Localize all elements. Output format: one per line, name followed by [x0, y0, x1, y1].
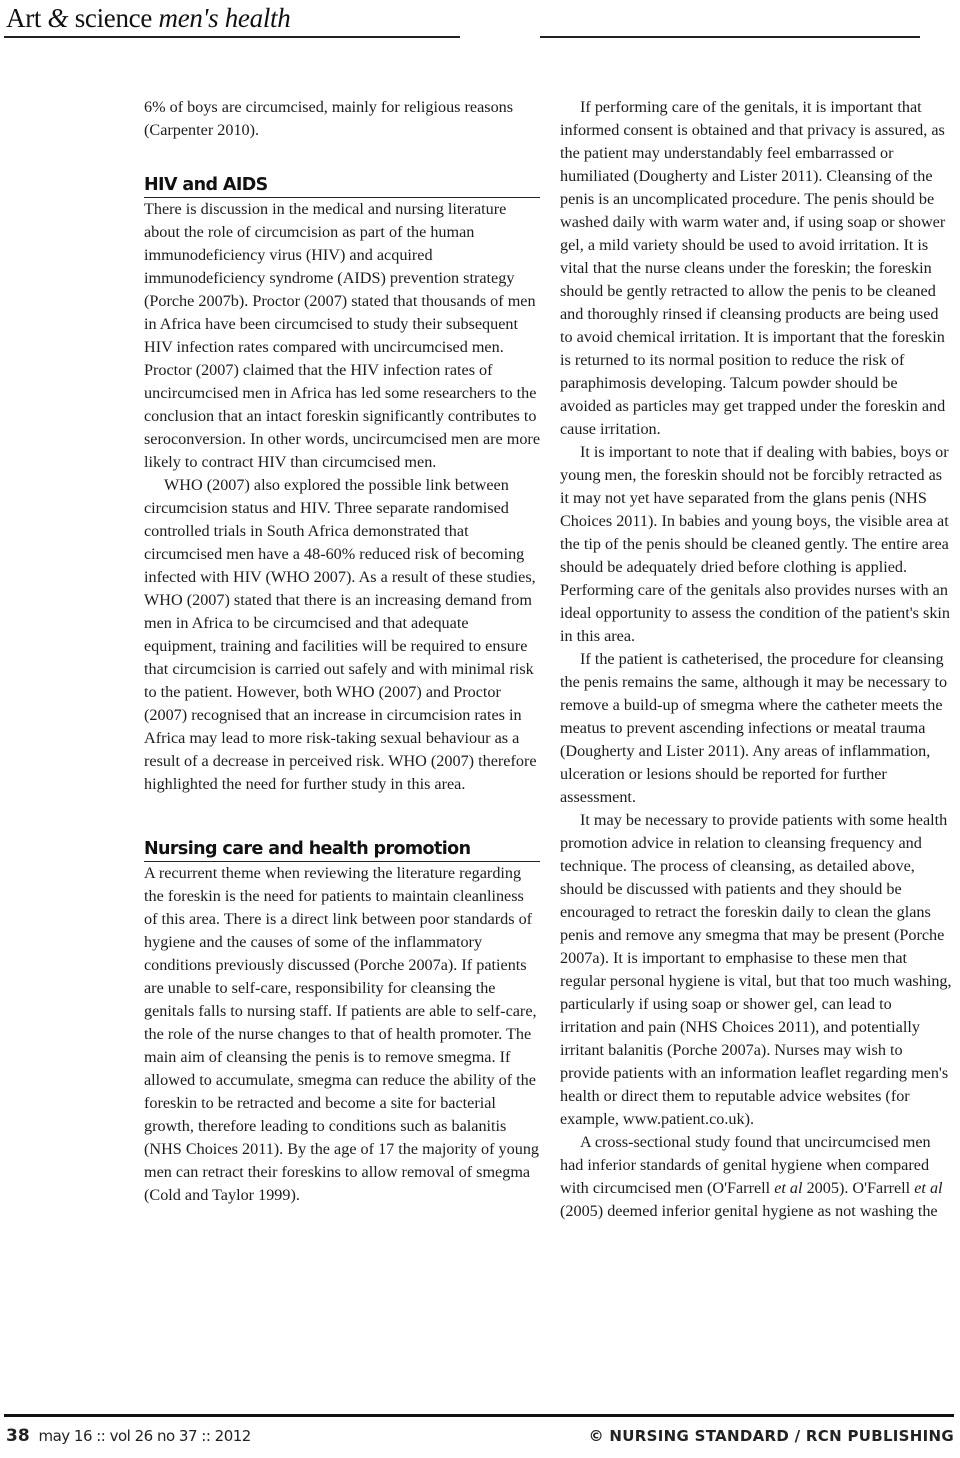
masthead-ampersand: & [47, 3, 69, 33]
section-heading-hiv-aids: HIV and AIDS [144, 174, 540, 198]
body-paragraph: A recurrent theme when reviewing the literature regarding the foreskin is the need for patients to maintain cleanliness of this area. There is a direct link between poor standards of hygiene and the causes of some of the inflammatory conditions previously discussed (Porche 2007a). If patients are unable to self-care, responsibility for cleansing the genitals falls to nursing staff. If patients are able to self-care, the role of the nurse changes to that of health promoter. The main aim of cleansing the penis is to remove smegma. If allowed to accumulate, smegma can reduce the ability of the foreskin to be retracted and become a site for bacterial growth, therefore leading to conditions such as balanitis (NHS Choices 2011). By the age of 17 the majority of young men can retract their foreskins to allow removal of smegma (Cold and Taylor 1999). [144, 864, 540, 1204]
body-paragraph: It is important to note that if dealing with babies, boys or young men, the foreskin should not be forcibly retracted as it may not yet have separated from the glans penis (NHS Choices 2011). In babies and young boys, the visible area at the tip of the penis should be cleaned gently. The entire area should be adequately dried before clothing is applied. Performing care of the genitals also provides nurses with an ideal opportunity to assess the condition of the patient's skin in this area. [560, 443, 951, 645]
et-al-italic: et al [914, 1179, 943, 1197]
text-span: A cross-sectional study found that uncircumcised men had inferior standards of genital hygiene when compared with circumcised men (O'Farrell [560, 1133, 931, 1197]
intro-paragraph: 6% of boys are circumcised, mainly for religious reasons (Carpenter 2010). [144, 98, 514, 139]
body-paragraph: WHO (2007) also explored the possible link between circumcision status and HIV. Three separate randomised controlled trials in South Africa demonstrated that circumcised men have a 48-60% reduced risk of becoming infected with HIV (WHO 2007). As a result of these studies, WHO (2007) stated that there is an increasing demand from men in Africa to be circumcised and that adequate equipment, training and facilities will be required to ensure that circumcision is carried out safely and with minimal risk to the patient. However, both WHO (2007) and Proctor (2007) recognised that an increase in circumcision rates in Africa may lead to more risk-taking sexual behaviour as a result of a decrease in perceived risk. WHO (2007) therefore highlighted the need for further study in this area. [144, 476, 537, 793]
text-span: (2005) deemed inferior genital hygiene as not washing the [560, 1202, 938, 1220]
page-number: 38 [6, 1426, 30, 1446]
body-paragraph: If the patient is catheterised, the procedure for cleansing the penis remains the same, although it may be necessary to remove a build-up of smegma where the catheter meets the meatus to prevent ascending infections or meatal trauma (Dougherty and Lister 2011). Any areas of inflammation, ulceration or lesions should be reported for further assessment. [560, 650, 948, 806]
body-paragraph: There is discussion in the medical and nursing literature about the role of circumcision as part of the human immunodeficiency virus (HIV) and acquired immunodeficiency syndrome (AIDS) prevention strategy (Porche 2007b). Proctor (2007) stated that thousands of men in Africa have been circumcised to study their subsequent HIV infection rates compared with uncircumcised men. Proctor (2007) claimed that the HIV infection rates of uncircumcised men in Africa has led some researchers to the conclusion that an intact foreskin significantly contributes to seroconversion. In other words, uncircumcised men are more likely to contract HIV than circumcised men. [144, 200, 541, 471]
text-span: 2005). O'Farrell [802, 1179, 915, 1197]
masthead-prefix: Art [6, 3, 42, 33]
publisher-credit: © NURSING STANDARD / RCN PUBLISHING [588, 1427, 954, 1445]
masthead [6, 2, 290, 34]
page-footer [6, 1422, 954, 1450]
right-column [560, 96, 952, 1223]
header-rule-left [4, 36, 460, 38]
footer-rule [4, 1414, 954, 1417]
masthead-middle: science [74, 3, 153, 33]
section-heading-nursing-care: Nursing care and health promotion [144, 838, 540, 862]
body-paragraph-last [560, 1131, 952, 1223]
header-rule-right [540, 36, 920, 38]
issue-info: may 16 :: vol 26 no 37 :: 2012 [38, 1427, 251, 1445]
body-paragraph: It may be necessary to provide patients with some health promotion advice in relation to cleansing frequency and technique. The process of cleansing, as detailed above, should be discussed with patients and they should be encouraged to retract the foreskin daily to clean the glans penis and remove any smegma that may be present (Porche 2007a). It is important to emphasise to these men that regular personal hygiene is vital, but that too much washing, particularly if using soap or shower gel, can lead to irritation and pain (NHS Choices 2011), and potentially irritant balanitis (Porche 2007a). Nurses may wish to provide patients with an information leaflet regarding men's health or direct them to reputable advice websites (for example, www.patient.co.uk). [560, 811, 952, 1128]
body-paragraph: If performing care of the genitals, it is important that informed consent is obtained and that privacy is assured, as the patient may understandably feel embarrassed or humiliated (Dougherty and Lister 2011). Cleansing of the penis is an uncomplicated procedure. The penis should be washed daily with warm water and, if using soap or shower gel, a mild variety should be used to avoid irritation. It is vital that the nurse cleans under the foreskin; the foreskin should be gently retracted to allow the penis to be cleaned and thoroughly rinsed if cleansing products are being used to avoid chemical irritation. It is important that the foreskin is returned to its normal position to reduce the risk of paraphimosis developing. Talcum powder should be avoided as particles may get trapped under the foreskin and cause irritation. [560, 98, 946, 438]
et-al-italic: et al [774, 1179, 803, 1197]
masthead-section: men's health [158, 3, 291, 33]
left-column [144, 96, 540, 1207]
